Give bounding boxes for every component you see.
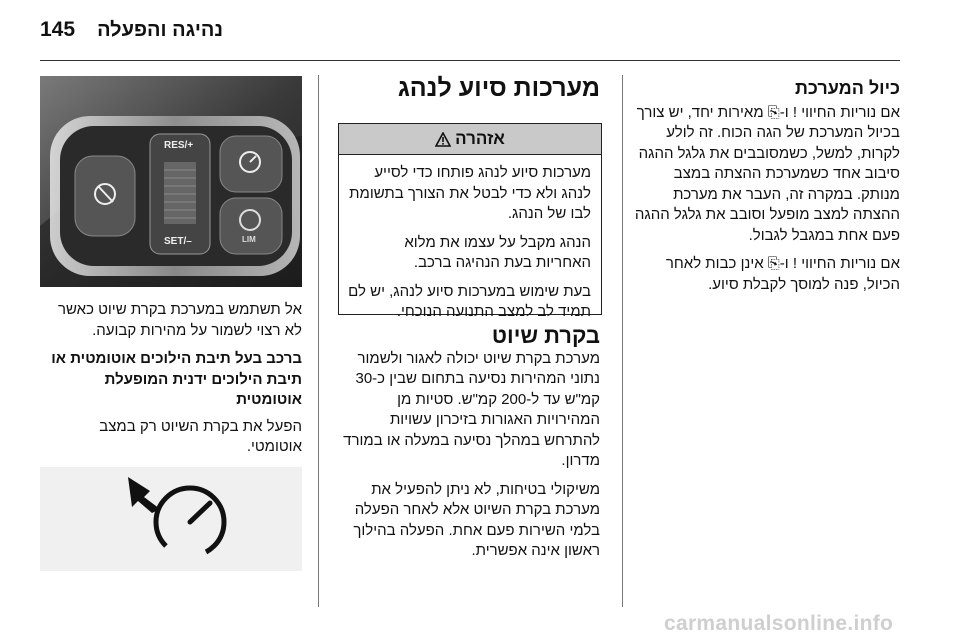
warning-header: [339, 124, 601, 155]
cruise-paragraph-1: מערכת בקרת שיוט יכולה לאגור ולשמור נתוני המהירות נסיעה בתחום שבין כ-30 קמ"ש עד ל-200 קמ"ש. סטיות מן המהירויות האגורות בזיכרון עשויות להתרחש במהלך נסיעה במעלה או במורד מדרון.: [343, 349, 600, 469]
steering-wheel-controls-image: [40, 76, 302, 287]
section-title-calibration: כיול המערכת: [794, 78, 900, 98]
section-title-cruise-control: בקרת שיוט: [491, 323, 600, 348]
left-paragraph-3: הפעל את בקרת השיוט רק במצב אוטומטי.: [99, 417, 302, 455]
header-rule: [40, 60, 900, 61]
warning-paragraph-1: מערכות סיוע לנהג פותחו כדי לסייע לנהג ולא כדי לבטל את הצורך בתשומת לבו של הנהג.: [349, 164, 591, 222]
steering-wheel-illustration: [40, 76, 302, 287]
warning-label: אזהרה: [455, 129, 505, 148]
column-separator-left: [318, 75, 319, 607]
cruise-control-icon: [40, 467, 302, 571]
warning-body: [339, 155, 601, 333]
page-number: 145: [40, 18, 76, 41]
lim-button-label: LIM: [242, 235, 256, 244]
warning-triangle-icon: [435, 132, 451, 147]
warning-box: [338, 123, 602, 320]
set-button-label: SET/–: [164, 236, 192, 247]
cruise-paragraph-2: משיקולי בטיחות, לא ניתן להפעיל את מערכת בקרת השיוט אלא לאחר הפעלה בלמי השירות פעם אחת. הפעלה בהילוך ראשון אינה אפשרית.: [353, 480, 600, 559]
footer-watermark: carmanualsonline.info: [664, 612, 894, 635]
chapter-title: נהיגה והפעלה: [97, 19, 223, 41]
cruise-control-section: [330, 323, 600, 570]
warning-paragraph-3: בעת שימוש במערכות סיוע לנהג, יש לם תמיד לב למצב התנועה הנוכחי.: [348, 282, 591, 320]
column-separator-right: [622, 75, 623, 607]
right-column: [632, 78, 900, 303]
res-button-label: RES/+: [164, 140, 194, 151]
section-title-driver-assistance: מערכות סיוע לנהג: [397, 74, 600, 102]
warning-paragraph-2: הנהג מקבל על עצמו את מלוא האחריות בעת הנהיגה ברכב.: [404, 233, 591, 271]
left-paragraph-2: ברכב בעל תיבת הילוכים אוטומטית או תיבת הילוכים ידנית המופעלת אוטומטית: [51, 350, 302, 408]
calibration-paragraph-1: אם נוריות החיווי ! ו-⎘ מאירות יחד, יש צורך בכיול המערכת של הגה הכוח. זה לולע לקרות, למשל, כשמסובבים את גלגל ההגה סיבוב אחד כשמערכת ההצתה במצב מנותק. במקרה זה, העבר את מערכת ההצתה למצב מופעל וסובב את גלגל ההגה פעם אחת במגבל לגבול.: [634, 103, 900, 244]
middle-column-title-wrap: [330, 74, 600, 103]
calibration-paragraph-2: אם נוריות החיווי ! ו-⎘ אינן כבות לאחר הכיול, פנה למוסך לקבלת סיוע.: [665, 255, 900, 293]
cruise-control-icon-image: [40, 467, 302, 571]
left-paragraph-1: אל תשתמש במערכת בקרת שיוט כאשר לא רצוי לשמור על מהירות קבועה.: [58, 301, 302, 339]
